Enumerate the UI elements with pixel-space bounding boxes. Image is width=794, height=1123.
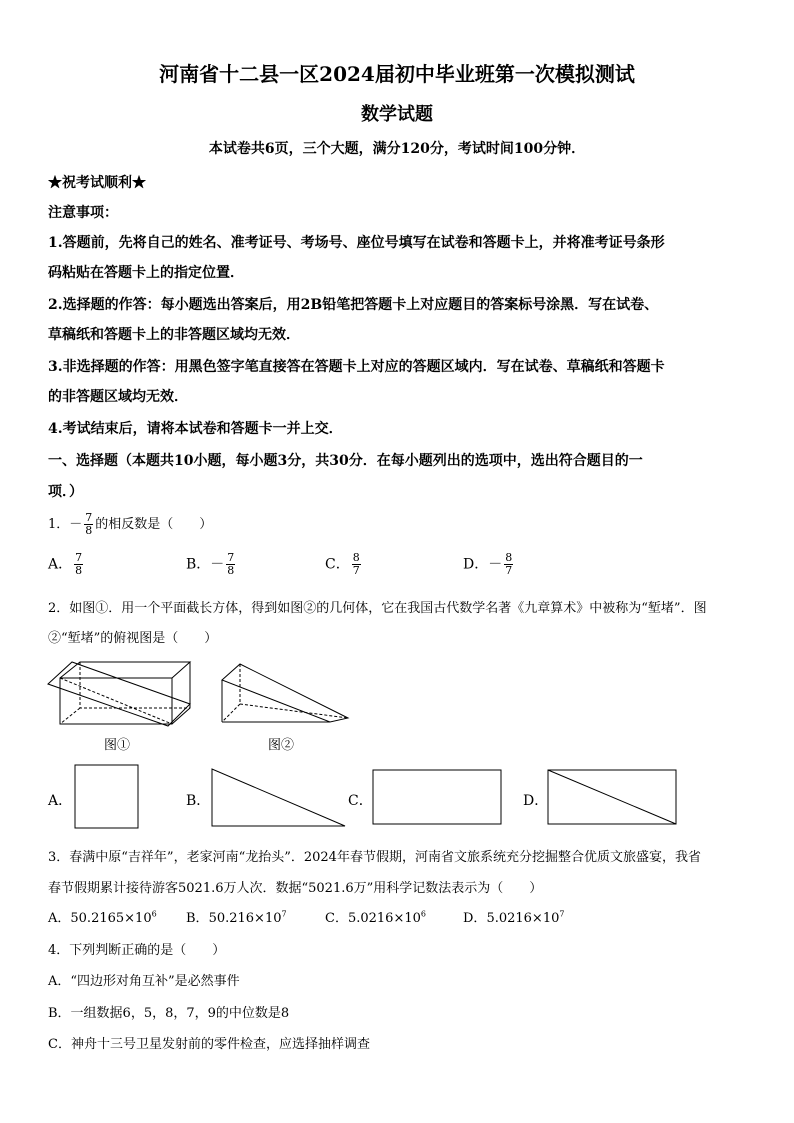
option-denominator: 8 <box>227 564 235 577</box>
notice-heading: 注意事项： <box>48 205 118 221</box>
q4-option-a[interactable]: A．“四边形对角互补”是必然事件 <box>48 974 240 989</box>
q3-option-a[interactable] <box>48 907 157 926</box>
option-base: 50.216×10 <box>208 911 282 926</box>
q2-option-a-square[interactable] <box>74 764 140 830</box>
option-denominator: 7 <box>505 564 513 577</box>
option-label: D． <box>463 911 487 926</box>
question-2-line1: 2．如图①．用一个平面截长方体，得到如图②的几何体，它在我国古代数学名著《九章算术》中被称为“堑堵”．图 <box>48 601 707 616</box>
option-denominator: 8 <box>75 564 83 577</box>
option-sign: － <box>210 556 225 573</box>
question-3-line1: 3．春满中原“吉祥年”，老家河南“龙抬头”．2024年春节假期，河南省文旅系统充分挖掘整合优质文旅盛宴，我省 <box>48 850 701 865</box>
q2-option-b-triangle[interactable] <box>211 768 347 828</box>
page-subtitle: 数学试题 <box>361 104 433 125</box>
option-fraction <box>504 552 513 577</box>
notice-item: 1.答题前，先将自己的姓名、准考证号、考场号、座位号填写在试卷和答题卡上，并将准考证号条形 <box>48 235 665 251</box>
option-base: 50.2165×10 <box>70 911 152 926</box>
good-luck-text: ★祝考试顺利★ <box>48 175 146 191</box>
q1-option-c[interactable] <box>325 552 363 577</box>
question-2-line2: ②“堑堵”的俯视图是（ ） <box>48 631 218 646</box>
option-numerator: 7 <box>75 551 83 564</box>
option-fraction <box>352 552 361 577</box>
question-4: 4．下列判断正确的是（ ） <box>48 943 226 958</box>
q1-prefix: 1．－ <box>48 517 83 532</box>
option-exponent: 6 <box>420 909 426 919</box>
question-3-line2: 春节假期累计接待游客5021.6万人次．数据“5021.6万”用科学记数法表示为（ ） <box>48 881 543 896</box>
page-title: 河南省十二县一区2024届初中毕业班第一次模拟测试 <box>159 62 635 86</box>
option-numerator: 8 <box>352 551 360 564</box>
notice-item: 草稿纸和答题卡上的非答题区域均无效． <box>48 327 300 343</box>
option-exponent: 6 <box>151 909 157 919</box>
q2-option-b-label[interactable]: B． <box>186 793 211 809</box>
notice-item: 4.考试结束后，请将本试卷和答题卡一并上交． <box>48 421 343 437</box>
q3-option-c[interactable] <box>325 907 426 926</box>
figure-1-cuboid <box>46 656 192 728</box>
q2-option-c-label[interactable]: C． <box>348 793 373 809</box>
section-heading: 一、选择题（本题共10小题，每小题3分，共30分．在每小题列出的选项中，选出符合题目的一 <box>48 453 643 469</box>
option-sign: － <box>488 556 503 573</box>
q3-option-d[interactable] <box>463 907 564 926</box>
figure-2-caption: 图② <box>268 738 295 753</box>
q1-option-d[interactable] <box>463 552 515 577</box>
q2-option-d-rectangle-diagonal[interactable] <box>547 769 678 826</box>
notice-item: 3.非选择题的作答：用黑色签字笔直接答在答题卡上对应的答题区域内．写在试卷、草稿纸和答题卡 <box>48 359 665 375</box>
option-label: C． <box>325 911 348 926</box>
option-label: B． <box>186 556 211 573</box>
option-numerator: 8 <box>505 551 513 564</box>
figure-1-caption: 图① <box>104 738 131 753</box>
figure-2-qiandu <box>220 660 350 726</box>
option-label: C． <box>325 556 350 573</box>
option-fraction <box>74 552 83 577</box>
exam-info: 本试卷共6页，三个大题，满分120分，考试时间100分钟． <box>208 141 586 157</box>
option-base: 5.0216×10 <box>347 911 421 926</box>
option-denominator: 7 <box>352 564 360 577</box>
question-1 <box>48 512 212 537</box>
q3-option-b[interactable] <box>186 907 287 926</box>
q1-option-a[interactable] <box>48 552 85 577</box>
q1-suffix: 的相反数是（ ） <box>95 517 213 532</box>
q2-option-c-rectangle[interactable] <box>372 769 503 826</box>
notice-item: 码粘贴在答题卡上的指定位置． <box>48 265 244 281</box>
section-heading-cont: 项．） <box>48 484 83 500</box>
q2-option-d-label[interactable]: D． <box>523 793 549 809</box>
q4-option-b[interactable]: B．一组数据6，5，8，7，9的中位数是8 <box>48 1006 290 1021</box>
option-label: A． <box>48 911 71 926</box>
q2-option-a-label[interactable]: A． <box>48 793 73 809</box>
option-base: 5.0216×10 <box>486 911 560 926</box>
q1-fraction <box>84 512 93 537</box>
notice-item: 2.选择题的作答：每小题选出答案后，用2B铅笔把答题卡上对应题目的答案标号涂黑．写在试卷、 <box>48 297 659 313</box>
q1-denominator: 8 <box>85 524 93 537</box>
notice-item: 的非答题区域均无效． <box>48 389 188 405</box>
option-exponent: 7 <box>559 909 565 919</box>
option-label: B． <box>186 911 209 926</box>
q1-numerator: 7 <box>85 511 93 524</box>
option-label: D． <box>463 556 489 573</box>
option-exponent: 7 <box>281 909 287 919</box>
option-fraction <box>226 552 235 577</box>
option-numerator: 7 <box>227 551 235 564</box>
q1-option-b[interactable] <box>186 552 237 577</box>
option-label: A． <box>48 556 73 573</box>
q4-option-c[interactable]: C．神舟十三号卫星发射前的零件检查，应选择抽样调查 <box>48 1037 370 1052</box>
